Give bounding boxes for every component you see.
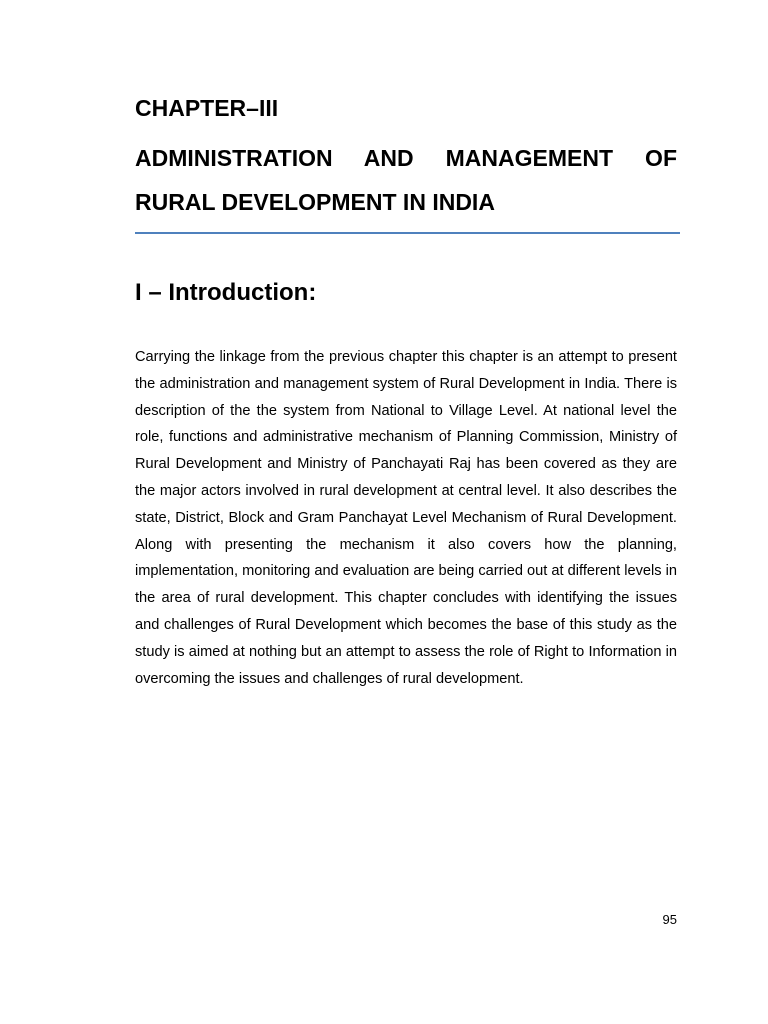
chapter-title [135,136,677,224]
title-divider [135,232,680,234]
section-heading: I – Introduction: [135,279,317,306]
introduction-paragraph: Carrying the linkage from the previous chapter this chapter is an attempt to present the administration and management system of Rural Development in India. There is description of the the system from National to Village Level. At national level the role, functions and administrative mechanism of Planning Commission, Ministry of Rural Development and Ministry of Panchayati Raj has been covered as they are the major actors involved in rural development at central level. It also describes the state, District, Block and Gram Panchayat Level Mechanism of Rural Development. Along with presenting the mechanism it also covers how the planning, implementation, monitoring and evaluation are being carried out at different levels in the area of rural development. This chapter concludes with identifying the issues and challenges of Rural Development which becomes the base of this study as the study is aimed at nothing but an attempt to assess the role of Right to Information in overcoming the issues and challenges of rural development. [135,349,677,687]
chapter-label: CHAPTER–III [135,95,279,121]
chapter-title-line-2: RURAL DEVELOPMENT IN INDIA [135,189,495,215]
page-number: 95 [662,912,677,927]
chapter-title-line-1: ADMINISTRATION AND MANAGEMENT OF [135,145,677,171]
